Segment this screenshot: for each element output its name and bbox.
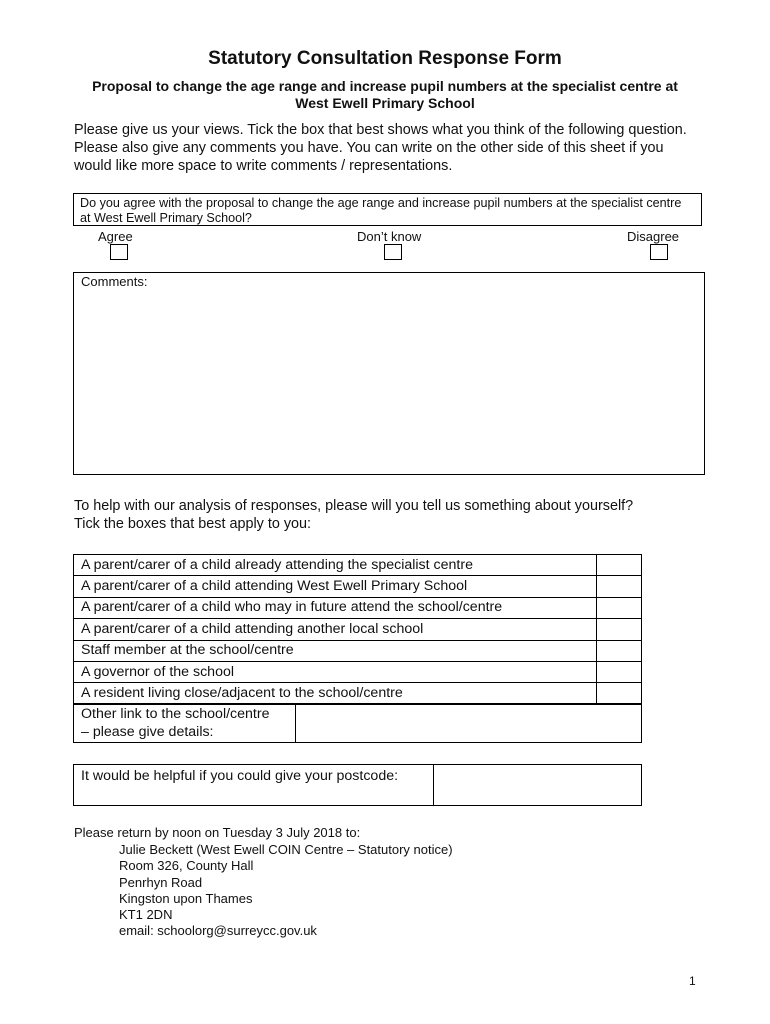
postcode-table bbox=[73, 764, 642, 806]
table-row bbox=[74, 683, 642, 704]
row-label: A parent/carer of a child already attending the specialist centre bbox=[74, 555, 597, 576]
address-line: Julie Beckett (West Ewell COIN Centre – Statutory notice) bbox=[119, 842, 453, 857]
table-row bbox=[74, 661, 642, 682]
question-text: Do you agree with the proposal to change the age range and increase pupil numbers at the specialist centre at West Ewell Primary School? bbox=[80, 196, 682, 225]
about-intro bbox=[74, 497, 714, 533]
postcode-label: It would be helpful if you could give your postcode: bbox=[74, 765, 434, 806]
other-link-line-1: Other link to the school/centre bbox=[81, 706, 270, 722]
address-line: Kingston upon Thames bbox=[119, 890, 253, 906]
address-line: Penrhyn Road bbox=[119, 874, 203, 890]
other-link-table bbox=[73, 703, 642, 743]
row-label: A governor of the school bbox=[74, 661, 597, 682]
option-dont-know-checkbox[interactable] bbox=[384, 244, 402, 260]
tick-box[interactable] bbox=[597, 619, 642, 640]
postcode-field[interactable] bbox=[434, 765, 642, 806]
about-intro-line-1: To help with our analysis of responses, please will you tell us something about yourself? bbox=[74, 498, 634, 514]
table-row bbox=[74, 555, 642, 576]
tick-box[interactable] bbox=[597, 576, 642, 597]
row-label: A parent/carer of a child who may in future attend the school/centre bbox=[74, 597, 597, 618]
other-link-label bbox=[74, 704, 296, 743]
option-agree-label: Agree bbox=[98, 229, 133, 244]
table-row bbox=[74, 576, 642, 597]
comments-label: Comments: bbox=[81, 274, 148, 289]
form-title: Statutory Consultation Response Form bbox=[208, 48, 562, 69]
other-link-details-field[interactable] bbox=[296, 704, 642, 743]
address-email: email: schoolorg@surreycc.gov.uk bbox=[119, 923, 317, 939]
option-disagree-checkbox[interactable] bbox=[650, 244, 668, 260]
tick-box[interactable] bbox=[597, 640, 642, 661]
tick-box[interactable] bbox=[597, 683, 642, 704]
return-instructions: Please return by noon on Tuesday 3 July 2018 to: bbox=[74, 825, 361, 840]
about-intro-line-2: Tick the boxes that best apply to you: bbox=[74, 516, 312, 532]
row-label: A parent/carer of a child attending another local school bbox=[74, 619, 597, 640]
tick-box[interactable] bbox=[597, 597, 642, 618]
table-row bbox=[74, 619, 642, 640]
option-disagree-label: Disagree bbox=[627, 229, 680, 244]
row-label: A resident living close/adjacent to the school/centre bbox=[74, 683, 597, 704]
page-number: 1 bbox=[689, 974, 696, 988]
comments-field[interactable] bbox=[73, 272, 705, 475]
address-line: Room 326, County Hall bbox=[119, 858, 254, 874]
form-subtitle: Proposal to change the age range and increase pupil numbers at the specialist centre at West Ewell Primary School bbox=[92, 78, 678, 111]
option-agree-checkbox[interactable] bbox=[110, 244, 128, 260]
row-label: A parent/carer of a child attending West Ewell Primary School bbox=[74, 576, 597, 597]
row-label: Staff member at the school/centre bbox=[74, 640, 597, 661]
option-dont-know-label: Don’t know bbox=[357, 229, 422, 244]
return-address bbox=[119, 842, 453, 940]
intro-paragraph: Please give us your views. Tick the box that best shows what you think of the following question. Please also give any comments you have. You can write on the other side of this sheet if you would like more space to write comments / representations. bbox=[74, 122, 687, 174]
about-you-table bbox=[73, 554, 642, 705]
address-line: KT1 2DN bbox=[119, 907, 173, 923]
tick-box[interactable] bbox=[597, 555, 642, 576]
table-row bbox=[74, 597, 642, 618]
tick-box[interactable] bbox=[597, 661, 642, 682]
table-row bbox=[74, 640, 642, 661]
other-link-line-2: – please give details: bbox=[81, 724, 214, 740]
